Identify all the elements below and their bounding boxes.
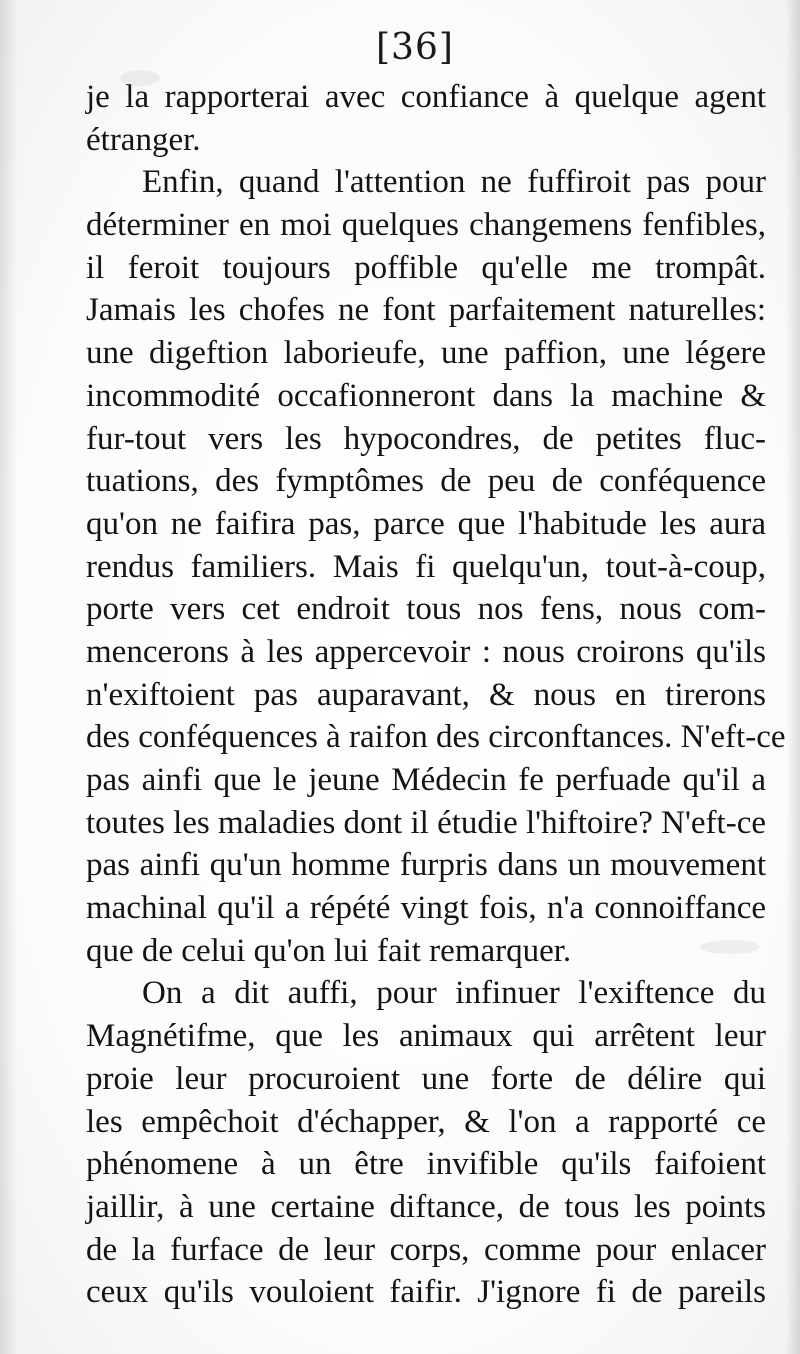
- text-line: jaillir, à une certaine diftance, de tous les points: [86, 1188, 766, 1225]
- text-line: toutes les maladies dont il étudie l'hiftoire? N'eft-ce: [86, 804, 766, 841]
- text-line: rendus familiers. Mais fi quelqu'un, tout-à-coup,: [86, 548, 766, 585]
- text-line: je la rapporterai avec confiance à quelque agent: [86, 79, 766, 115]
- page-left-shadow: [0, 0, 18, 1354]
- text-line: des conféquences à raifon des circonftances. N'eft-ce: [86, 719, 786, 756]
- text-line: porte vers cet endroit tous nos fens, nous com-: [86, 591, 766, 628]
- text-line: il feroit toujours poffible qu'elle me trompât.: [86, 249, 766, 286]
- paragraph-start-line: On a dit auffi, pour infinuer l'exiftence du: [142, 975, 766, 1012]
- text-line: incommodité occafionneront dans la machine &: [86, 377, 766, 414]
- text-line: Magnétifme, que les animaux qui arrêtent leur: [86, 1018, 766, 1055]
- text-line: mencerons à les appercevoir : nous croirons qu'ils: [86, 633, 766, 670]
- text-line: machinal qu'il a répété vingt fois, n'a connoiffance: [86, 890, 766, 927]
- text-line: étranger.: [86, 121, 201, 158]
- text-line: n'exiftoient pas auparavant, & nous en tirerons: [86, 676, 766, 713]
- text-line: phénomene à un être invifible qu'ils faifoient: [86, 1146, 766, 1183]
- text-line: une digeftion laborieufe, une paffion, une légere: [86, 335, 766, 372]
- text-line: que de celui qu'on lui fait remarquer.: [86, 932, 572, 969]
- page-number: [36]: [376, 27, 454, 68]
- text-line: ceux qu'ils vouloient faifir. J'ignore fi de pareils: [86, 1274, 766, 1311]
- text-line: de la furface de leur corps, comme pour enlacer: [86, 1231, 766, 1268]
- page-right-shadow: [786, 0, 800, 1354]
- body-text: [86, 76, 786, 1314]
- text-line: déterminer en moi quelques changemens fenfibles,: [86, 207, 766, 244]
- text-line: les empêchoit d'échapper, & l'on a rapporté ce: [86, 1103, 766, 1140]
- text-line: tuations, des fymptômes de peu de conféquence: [86, 463, 766, 500]
- paragraph-start-line: Enfin, quand l'attention ne fuffiroit pas pour: [142, 164, 766, 201]
- text-line: fur-tout vers les hypocondres, de petites fluc-: [86, 420, 766, 457]
- text-line: proie leur procuroient une forte de délire qui: [86, 1060, 766, 1097]
- text-line: qu'on ne faifira pas, parce que l'habitude les aura: [86, 505, 766, 542]
- text-line: Jamais les chofes ne font parfaitement naturelles:: [86, 292, 766, 329]
- text-line: pas ainfi que le jeune Médecin fe perfuade qu'il a: [86, 762, 766, 798]
- text-line: pas ainfi qu'un homme furpris dans un mouvement: [86, 847, 766, 884]
